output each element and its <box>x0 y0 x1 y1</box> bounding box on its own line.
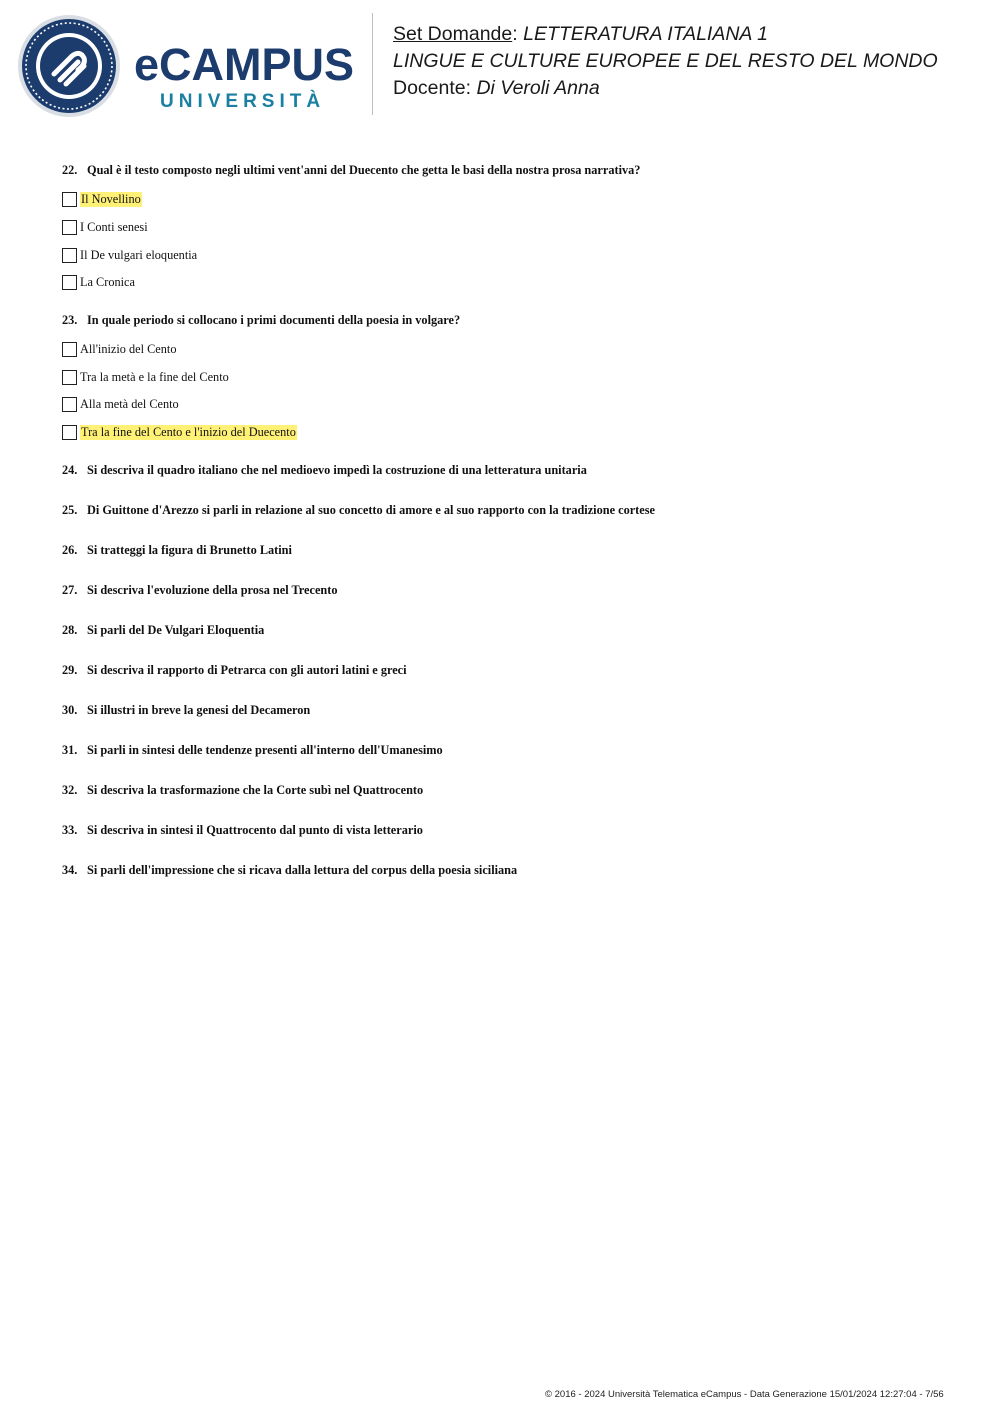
checkbox[interactable] <box>62 397 77 412</box>
teacher-name: Di Veroli Anna <box>476 77 600 99</box>
question-number: 22. <box>62 163 78 177</box>
question-29 <box>62 660 962 700</box>
question-number: 28. <box>62 622 78 637</box>
answer-option[interactable] <box>62 241 962 269</box>
question-text: Si illustri in breve la genesi del Decameron <box>87 703 311 718</box>
answer-label: Tra la metà e la fine del Cento <box>80 369 229 384</box>
question-text: Si parli del De Vulgari Eloquentia <box>87 622 265 637</box>
question-text: In quale periodo si collocano i primi documenti della poesia in volgare? <box>87 312 461 327</box>
answer-option[interactable] <box>62 269 962 297</box>
question-title <box>62 500 962 520</box>
question-27 <box>62 580 962 620</box>
set-label: Set Domande <box>393 23 513 45</box>
question-28 <box>62 620 962 660</box>
question-text: Qual è il testo composto negli ultimi vent'anni del Duecento che getta le basi della nostra prosa narrativa? <box>87 163 641 177</box>
page-footer: © 2016 - 2024 Università Telematica eCampus - Data Generazione 15/01/2024 12:27:04 - 7/56 <box>545 1389 944 1400</box>
checkbox[interactable] <box>62 192 77 207</box>
question-title <box>62 700 962 720</box>
question-text: Si descriva l'evoluzione della prosa nel Trecento <box>87 582 338 597</box>
question-number: 33. <box>62 823 78 838</box>
answer-option[interactable] <box>62 214 962 242</box>
set-separator: : <box>512 23 524 45</box>
question-24 <box>62 460 962 500</box>
answer-option[interactable] <box>62 186 962 214</box>
answer-option[interactable] <box>62 419 962 447</box>
question-number: 30. <box>62 703 78 718</box>
answer-options <box>62 336 962 447</box>
question-title <box>62 580 962 600</box>
question-number: 24. <box>62 462 78 477</box>
question-23 <box>62 310 962 447</box>
question-title <box>62 310 962 330</box>
question-number: 27. <box>62 582 78 597</box>
answer-label-highlighted: Il Novellino <box>81 192 141 207</box>
question-title <box>62 160 962 180</box>
answer-label: I Conti senesi <box>80 220 148 235</box>
answer-label: La Cronica <box>80 275 135 290</box>
teacher-label: Docente: <box>393 77 477 99</box>
question-number: 23. <box>62 312 78 327</box>
question-text: Si descriva il rapporto di Petrarca con gli autori latini e greci <box>87 662 407 677</box>
logo-brand-text: eCAMPUS <box>134 39 354 90</box>
question-text: Si parli in sintesi delle tendenze presenti all'interno dell'Umanesimo <box>87 743 443 758</box>
question-number: 31. <box>62 743 78 758</box>
checkbox[interactable] <box>62 248 77 263</box>
degree-program: LINGUE E CULTURE EUROPEE E DEL RESTO DEL MONDO <box>393 50 938 72</box>
question-number: 29. <box>62 662 78 677</box>
question-text: Si tratteggi la figura di Brunetto Latini <box>87 542 292 557</box>
question-22 <box>62 160 962 297</box>
question-title <box>62 860 962 880</box>
ecampus-logo <box>14 14 359 118</box>
answer-option[interactable] <box>62 391 962 419</box>
question-31 <box>62 740 962 780</box>
header-info <box>393 21 938 102</box>
question-title <box>62 460 962 480</box>
question-number: 25. <box>62 502 78 517</box>
question-text: Si parli dell'impressione che si ricava dalla lettura del corpus della poesia siciliana <box>87 863 518 878</box>
question-30 <box>62 700 962 740</box>
question-title <box>62 780 962 800</box>
question-title <box>62 660 962 680</box>
answer-option[interactable] <box>62 336 962 364</box>
header-line-teacher <box>393 75 938 102</box>
checkbox[interactable] <box>62 275 77 290</box>
header-divider <box>372 13 373 115</box>
answer-label: Il De vulgari eloquentia <box>80 247 198 262</box>
questions-list <box>62 160 962 901</box>
answer-label: Alla metà del Cento <box>80 397 179 412</box>
question-number: 26. <box>62 542 78 557</box>
checkbox[interactable] <box>62 342 77 357</box>
answer-option[interactable] <box>62 363 962 391</box>
logo-subtitle-text: UNIVERSITÀ <box>160 91 326 112</box>
question-25 <box>62 500 962 540</box>
question-number: 32. <box>62 783 78 798</box>
question-text: Si descriva la trasformazione che la Corte subì nel Quattrocento <box>87 783 424 798</box>
answer-options <box>62 186 962 297</box>
question-title <box>62 820 962 840</box>
question-26 <box>62 540 962 580</box>
header-line-set <box>393 21 938 48</box>
answer-label-highlighted: Tra la fine del Cento e l'inizio del Duecento <box>81 425 296 440</box>
question-number: 34. <box>62 863 78 878</box>
question-title <box>62 540 962 560</box>
checkbox[interactable] <box>62 370 77 385</box>
question-34 <box>62 860 962 900</box>
question-33 <box>62 820 962 860</box>
question-32 <box>62 780 962 820</box>
checkbox[interactable] <box>62 220 77 235</box>
course-title: LETTERATURA ITALIANA 1 <box>523 23 768 45</box>
question-title <box>62 740 962 760</box>
question-text: Si descriva in sintesi il Quattrocento dal punto di vista letterario <box>87 823 423 838</box>
page-header <box>0 0 1000 130</box>
answer-label: All'inizio del Cento <box>80 342 177 357</box>
question-text: Si descriva il quadro italiano che nel medioevo impedì la costruzione di una letteratura unitaria <box>87 462 587 477</box>
question-title <box>62 620 962 640</box>
checkbox[interactable] <box>62 425 77 440</box>
question-text: Di Guittone d'Arezzo si parli in relazione al suo concetto di amore e al suo rapporto con la tradizione cortese <box>87 502 655 517</box>
